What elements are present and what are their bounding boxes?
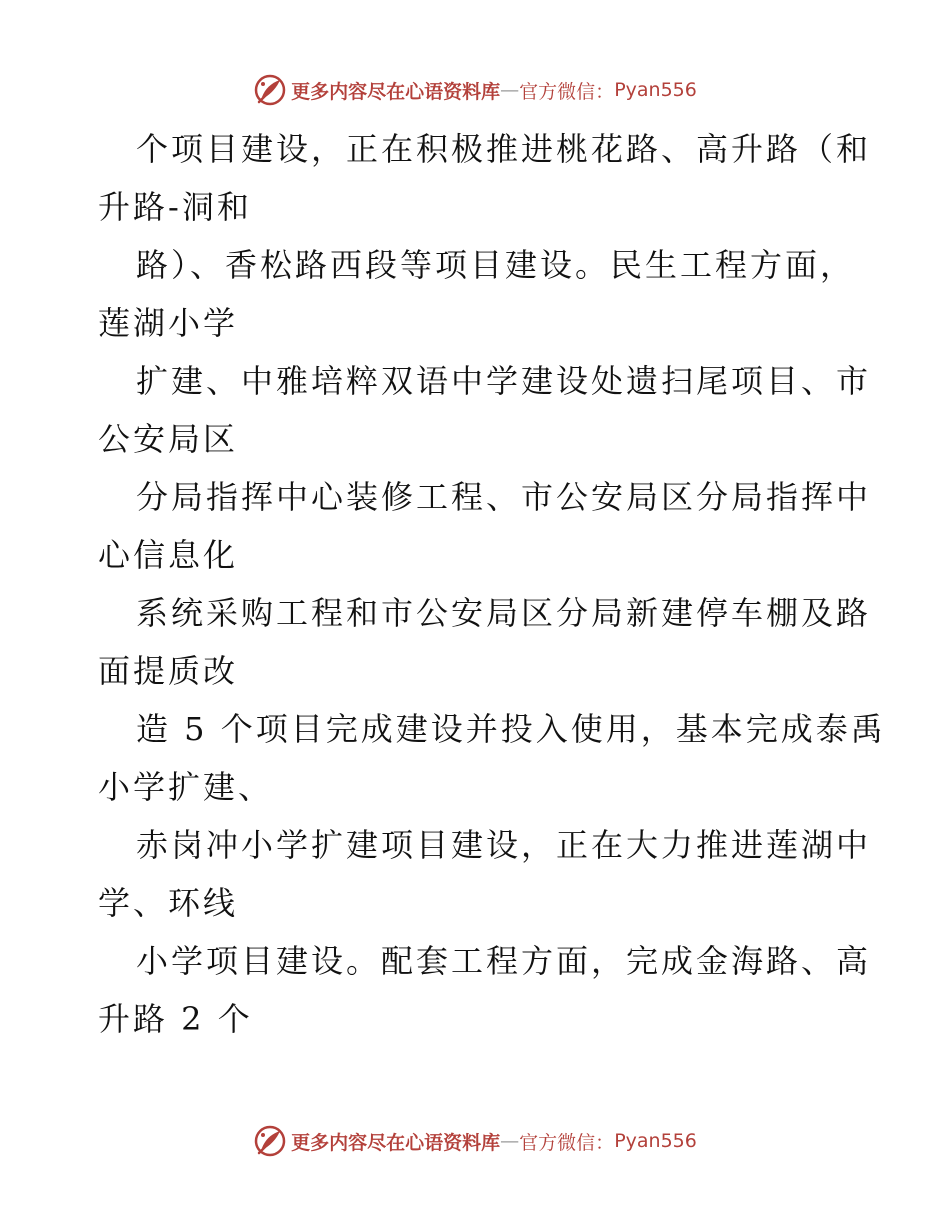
- body-line: 造 5 个项目完成建设并投入使用，基本完成泰禹: [136, 710, 886, 748]
- body-line: 升路-洞和: [98, 188, 252, 226]
- header-brand-text: 更多内容尽在心语资料库: [291, 80, 501, 103]
- header-wechat-handle: Pyan556: [614, 79, 697, 101]
- footer-brand-text: 更多内容尽在心语资料库: [291, 1131, 501, 1154]
- header-wechat-label: 官方微信：: [519, 80, 615, 103]
- footer-wechat-label: 官方微信：: [519, 1131, 615, 1154]
- header-dash: —: [500, 79, 520, 101]
- header-banner: [0, 70, 950, 110]
- body-line: 升路 2 个: [98, 1000, 253, 1038]
- footer-banner-content: [253, 1124, 697, 1158]
- body-line: 小学项目建设。配套工程方面，完成金海路、高: [136, 942, 872, 980]
- body-line: 赤岗冲小学扩建项目建设，正在大力推进莲湖中: [136, 826, 872, 864]
- body-line: 路）、香松路西段等项目建设。民生工程方面，: [136, 246, 856, 284]
- quill-pen-logo-icon: [253, 73, 287, 107]
- footer-dash: —: [500, 1130, 520, 1152]
- body-line: 面提质改: [98, 652, 239, 690]
- body-line: 系统采购工程和市公安局区分局新建停车棚及路: [136, 594, 872, 632]
- document-body: [98, 120, 886, 1048]
- body-line: 心信息化: [98, 536, 239, 574]
- footer-wechat-handle: Pyan556: [614, 1130, 697, 1152]
- quill-pen-logo-icon: [253, 1124, 287, 1158]
- body-line: 公安局区: [98, 420, 239, 458]
- footer-banner: [0, 1121, 950, 1161]
- header-banner-content: [253, 73, 697, 107]
- body-line: 学、环线: [98, 884, 239, 922]
- body-line: 分局指挥中心装修工程、市公安局区分局指挥中: [136, 478, 872, 516]
- body-line: 扩建、中雅培粹双语中学建设处遗扫尾项目、市: [136, 362, 872, 400]
- body-line: 莲湖小学: [98, 304, 239, 342]
- body-line: 个项目建设，正在积极推进桃花路、高升路（和: [136, 130, 872, 168]
- body-line: 小学扩建、: [98, 768, 274, 806]
